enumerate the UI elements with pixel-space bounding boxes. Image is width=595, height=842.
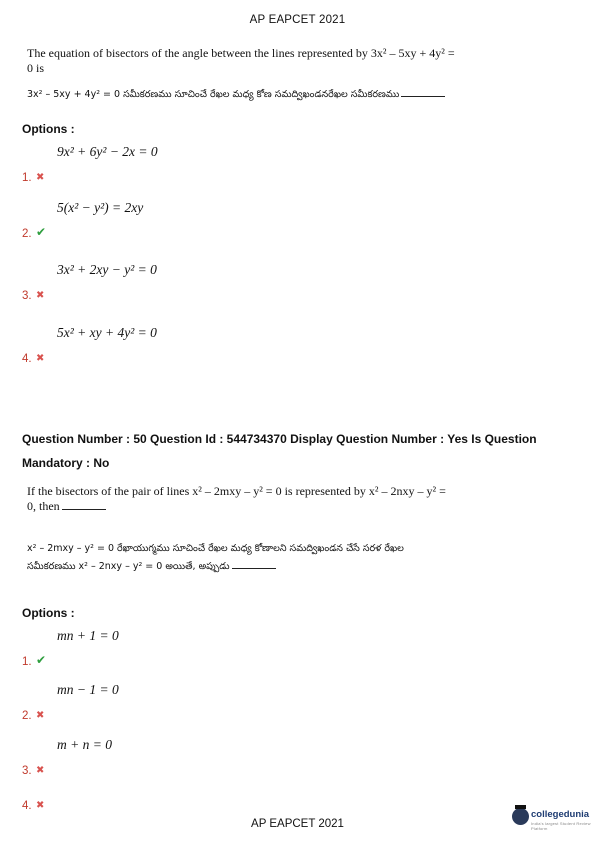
option-number: 2. <box>22 710 32 722</box>
question-2-english: If the bisectors of the pair of lines x² – 2mxy – y² = 0 is represented by x² – 2nxy – y² = 0, then <box>27 484 446 513</box>
answer-blank <box>401 87 445 97</box>
option-text: mn − 1 = 0 <box>57 682 119 697</box>
cross-icon: ✖ <box>36 290 45 301</box>
check-icon: ✔ <box>36 225 47 239</box>
option-2[interactable] <box>22 200 322 240</box>
logo-text: collegedunia <box>531 809 590 820</box>
question-mandatory: Mandatory : No <box>22 456 110 470</box>
cross-icon: ✖ <box>36 765 45 776</box>
option-number: 2. <box>22 228 32 240</box>
option-2[interactable] <box>22 682 322 722</box>
mascot-icon <box>512 808 529 825</box>
cross-icon: ✖ <box>36 353 45 364</box>
cross-icon: ✖ <box>36 710 45 721</box>
option-4[interactable] <box>22 325 322 365</box>
page-footer: AP EAPCET 2021 <box>251 818 344 830</box>
option-text: 9x² + 6y² − 2x = 0 <box>57 144 158 159</box>
option-4[interactable] <box>22 772 322 812</box>
option-number: 1. <box>22 172 32 184</box>
option-text: 3x² + 2xy − y² = 0 <box>57 262 157 277</box>
option-text: 5x² + xy + 4y² = 0 <box>57 325 157 340</box>
cross-icon: ✖ <box>36 172 45 183</box>
option-number: 4. <box>22 353 32 365</box>
question-1-telugu: 3x² – 5xy + 4y² = 0 సమీకరణము సూచించే రేఖల మధ్య కోణ సమద్విఖండనరేఖల సమీకరణము <box>27 86 547 104</box>
question-meta: Question Number : 50 Question Id : 544734370 Display Question Number : Yes Is Question <box>22 432 537 446</box>
option-1[interactable] <box>22 628 322 668</box>
option-3[interactable] <box>22 262 322 302</box>
question-1-english: The equation of bisectors of the angle between the lines represented by 3x² – 5xy + 4y² = 0 is <box>27 46 455 75</box>
option-number: 4. <box>22 800 32 812</box>
options-label: Options : <box>22 122 75 136</box>
logo-tagline: India's largest Student Review Platform <box>531 821 591 831</box>
answer-blank <box>232 559 276 569</box>
option-text: m + n = 0 <box>57 737 112 752</box>
cross-icon: ✖ <box>36 800 45 811</box>
question-2-telugu: x² – 2mxy – y² = 0 రేఖాయుగ్మము సూచించే రేఖల మధ్య కోణాలని సమద్విఖండన చేసే సరళ రేఖల సమీకరణము x² – 2nxy – y² = 0 అయితే, అప్పుడు <box>27 543 404 572</box>
option-text: 5(x² − y²) = 2xy <box>57 200 144 215</box>
option-3[interactable] <box>22 737 322 777</box>
option-number: 1. <box>22 656 32 668</box>
collegedunia-logo <box>512 806 592 836</box>
option-number: 3. <box>22 290 32 302</box>
answer-blank <box>62 500 106 510</box>
option-1[interactable] <box>22 144 322 184</box>
options-label: Options : <box>22 606 75 620</box>
page-header: AP EAPCET 2021 <box>249 14 346 26</box>
option-text: mn + 1 = 0 <box>57 628 119 643</box>
check-icon: ✔ <box>36 653 47 667</box>
option-number: 3. <box>22 765 32 777</box>
